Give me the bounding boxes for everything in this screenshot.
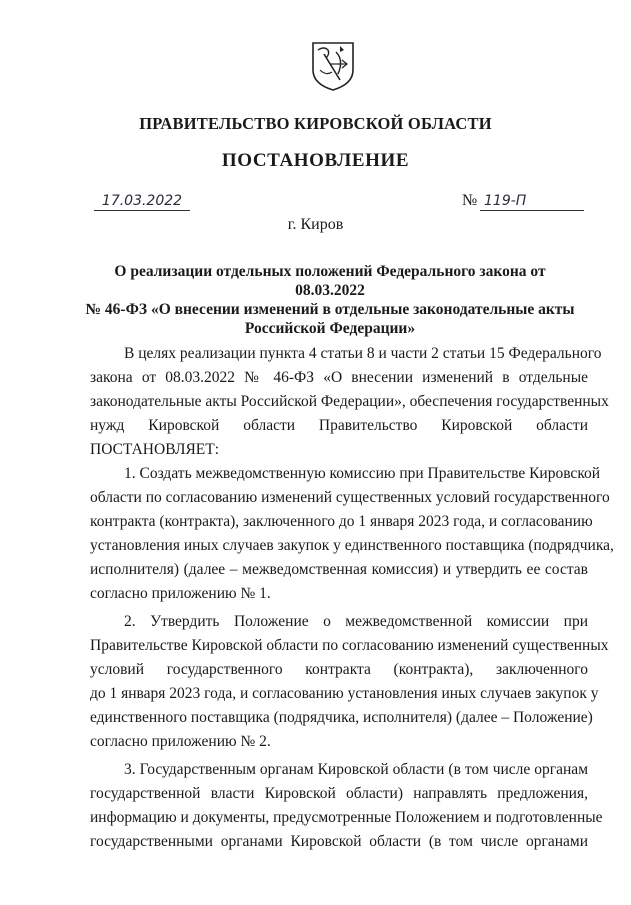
text-line: законодательные акты Российской Федерации», обеспечения государственных (90, 393, 609, 410)
text-line: государственными органами Кировской области (в том числе органами (90, 833, 588, 850)
text-line: закона от 08.03.2022 № 46-ФЗ «О внесении изменений в отдельные (90, 369, 588, 386)
city: г. Киров (287, 216, 344, 233)
number-label: № (462, 192, 478, 209)
organization-name: ПРАВИТЕЛЬСТВО КИРОВСКОЙ ОБЛАСТИ (139, 114, 492, 133)
text-line: информацию и документы, предусмотренные Положением и подготовленные (90, 809, 603, 826)
text-line: условий государственного контракта (контракта), заключенного (90, 661, 588, 678)
text-line: 2. Утвердить Положение о межведомственной комиссии при (124, 613, 588, 630)
preamble-paragraph (90, 342, 609, 462)
text-line: согласно приложению № 1. (90, 585, 271, 602)
text-line: Правительстве Кировской области по согласованию изменений существенных (90, 637, 609, 654)
document-title (80, 262, 580, 338)
text-line: установления иных случаев закупок у единственного поставщика (подрядчика, (90, 537, 614, 554)
document-date: 17.03.2022 (94, 192, 190, 211)
text-line: В целях реализации пункта 4 статьи 8 и части 2 статьи 15 Федерального (124, 345, 602, 362)
item-3-paragraph (90, 758, 603, 854)
document-number: 119-П (480, 192, 584, 211)
item-2-paragraph (90, 610, 609, 754)
title-line: Российской Федерации» (244, 320, 416, 337)
document-type: ПОСТАНОВЛЕНИЕ (221, 150, 410, 171)
text-line: области по согласованию изменений существенных условий государственного (90, 489, 610, 506)
text-line: контракта (контракта), заключенного до 1 января 2023 года, и согласованию (90, 513, 593, 530)
text-line: согласно приложению № 2. (90, 733, 271, 750)
text-line: нужд Кировской области Правительство Кировской области (90, 417, 588, 434)
text-line: государственной власти Кировской области) направлять предложения, (90, 785, 588, 802)
title-line: О реализации отдельных положений Федерального закона от 08.03.2022 (114, 263, 546, 299)
text-line: 1. Создать межведомственную комиссию при Правительстве Кировской (124, 465, 601, 482)
text-line: исполнителя) (далее – межведомственная комиссия) и утвердить ее состав (90, 561, 588, 578)
text-line: 3. Государственным органам Кировской области (в том числе органам (124, 761, 588, 778)
coat-of-arms-emblem (310, 40, 356, 92)
title-line: № 46-ФЗ «О внесении изменений в отдельные законодательные акты (85, 301, 575, 318)
text-line: до 1 января 2023 года, и согласованию установления иных случаев закупок у (90, 685, 599, 702)
text-line: единственного поставщика (подрядчика, исполнителя) (далее – Положение) (90, 709, 593, 726)
item-1-paragraph (90, 462, 614, 606)
text-line: ПОСТАНОВЛЯЕТ: (90, 441, 220, 458)
